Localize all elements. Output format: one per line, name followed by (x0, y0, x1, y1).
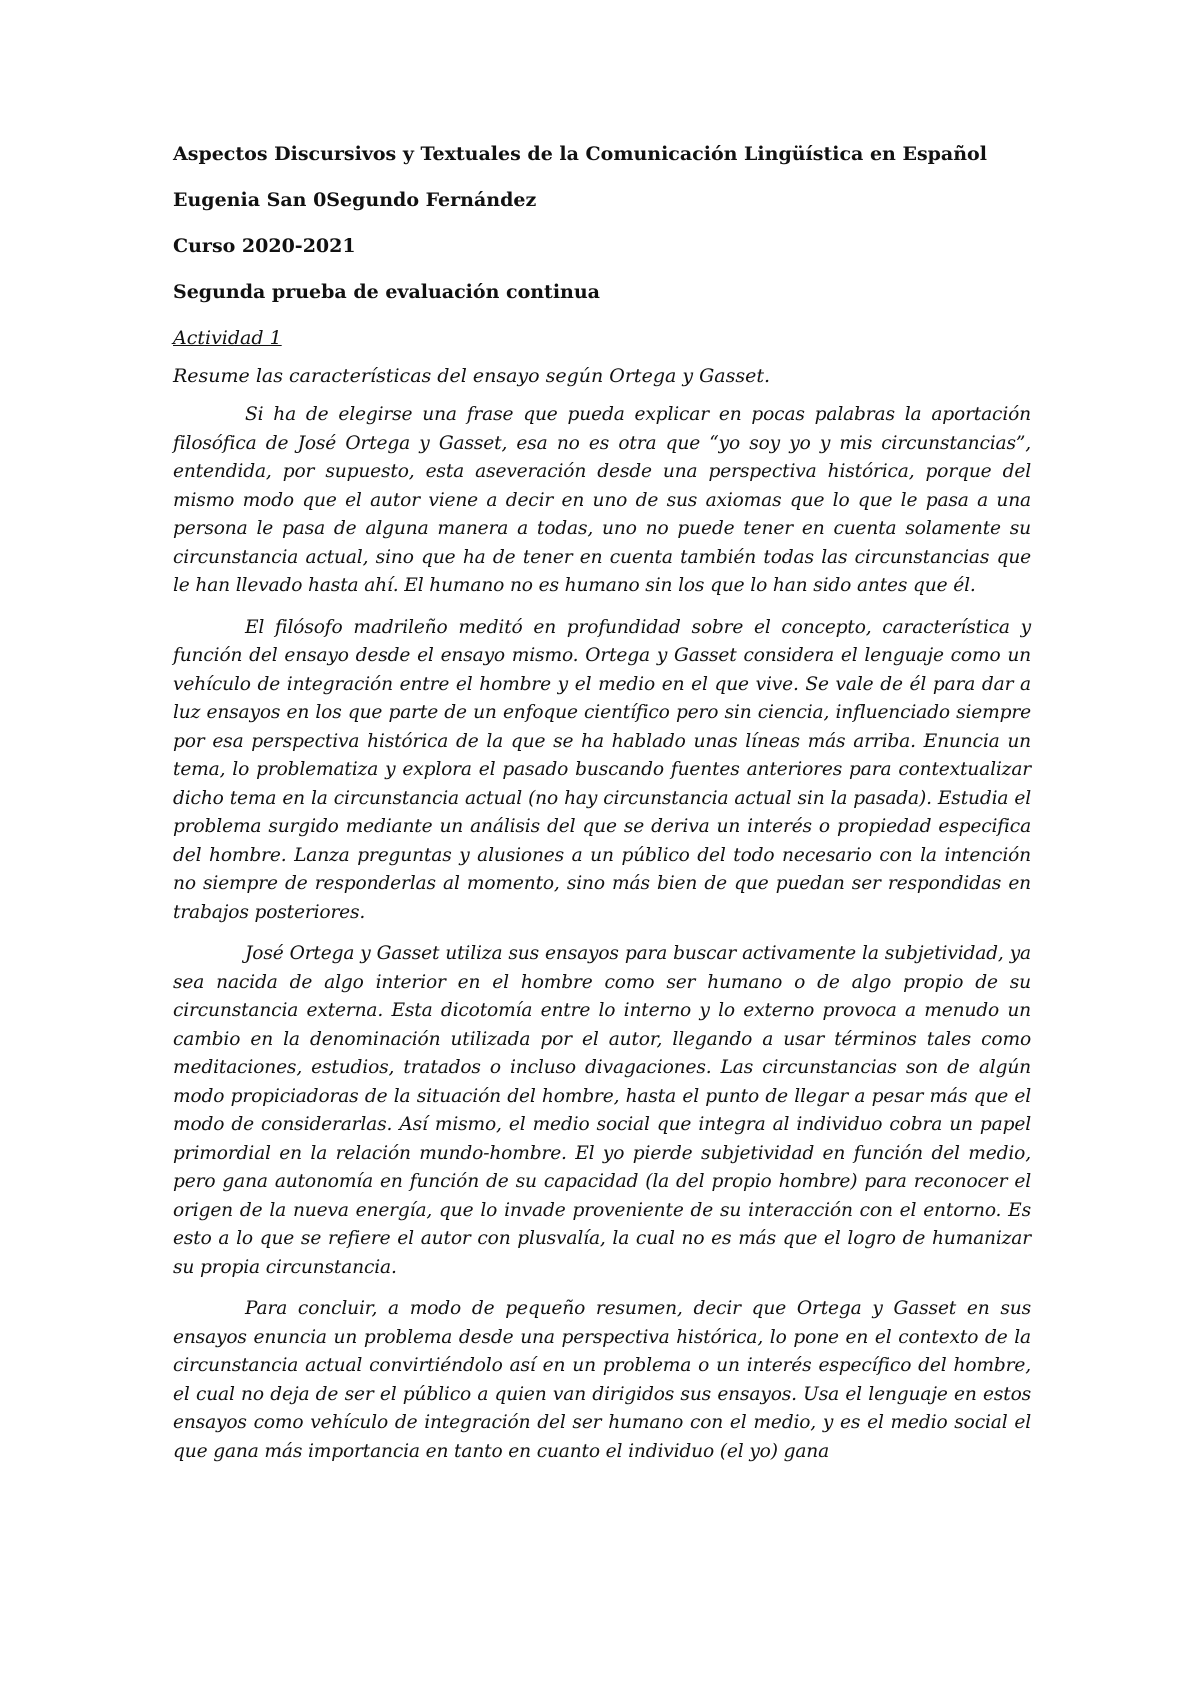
test-name: Segunda prueba de evaluación continua (173, 281, 600, 303)
activity-prompt: Resume las características del ensayo según Ortega y Gasset. (173, 365, 771, 387)
body-paragraph: José Ortega y Gasset utiliza sus ensayos para buscar activamente la subjetividad, ya sea nacida de algo interior en el hombre como ser humano o de algo propio de su circunstancia externa. Esta dicotomía entre lo interno y lo externo provoca a menudo un cambio en la denominación utilizada por el autor, llegando a usar términos tales como meditaciones, estudios, tratados o incluso divagaciones. Las circunstancias son de algún modo propiciadoras de la situación del hombre, hasta el punto de llegar a pesar más que el modo de considerarlas. Así mismo, el medio social que integra al individuo cobra un papel primordial en la relación mundo-hombre. El yo pierde subjetividad en función del medio, pero gana autonomía en función de su capacidad (la del propio hombre) para reconocer el origen de la nueva energía, que lo invade proveniente de su interacción con el entorno. Es esto a lo que se refiere el autor con plusvalía, la cual no es más que el logro de humanizar su propia circunstancia. (173, 943, 1031, 1278)
body-paragraph: El filósofo madrileño meditó en profundidad sobre el concepto, característica y función del ensayo desde el ensayo mismo. Ortega y Gasset considera el lenguaje como un vehículo de integración entre el hombre y el medio en el que vive. Se vale de él para dar a luz ensayos en los que parte de un enfoque científico pero sin ciencia, influenciado siempre por esa perspectiva histórica de la que se ha hablado unas líneas más arriba. Enuncia un tema, lo problematiza y explora el pasado buscando fuentes anteriores para contextualizar dicho tema en la circunstancia actual (no hay circunstancia actual sin la pasada). Estudia el problema surgido mediante un análisis del que se deriva un interés o propiedad especifica del hombre. Lanza preguntas y alusiones a un público del todo necesario con la intención no siempre de responderlas al momento, sino más bien de que puedan ser respondidas en trabajos posteriores. (173, 616, 1031, 923)
body-paragraph: Para concluir, a modo de pequeño resumen, decir que Ortega y Gasset en sus ensayos enuncia un problema desde una perspectiva histórica, lo pone en el contexto de la circunstancia actual convirtiéndolo así en un problema o un interés específico del hombre, el cual no deja de ser el público a quien van dirigidos sus ensayos. Usa el lenguaje en estos ensayos como vehículo de integración del ser humano con el medio, y es el medio social el que gana más importancia en tanto en cuanto el individuo (el yo) gana (173, 1298, 1031, 1462)
document-body (173, 142, 1031, 1466)
activity-label: Actividad 1 (173, 327, 282, 349)
course-year: Curso 2020-2021 (173, 235, 356, 257)
author-name: Eugenia San 0Segundo Fernández (173, 189, 537, 211)
body-paragraph: Si ha de elegirse una frase que pueda explicar en pocas palabras la aportación filosófica de José Ortega y Gasset, esa no es otra que “yo soy yo y mis circunstancias”, entendida, por supuesto, esta aseveración desde una perspectiva histórica, porque del mismo modo que el autor viene a decir en uno de sus axiomas que lo que le pasa a una persona le pasa de alguna manera a todas, uno no puede tener en cuenta solamente su circunstancia actual, sino que ha de tener en cuenta también todas las circunstancias que le han llevado hasta ahí. El humano no es humano sin los que lo han sido antes que él. (173, 404, 1031, 596)
course-title: Aspectos Discursivos y Textuales de la Comunicación Lingüística en Español (173, 143, 987, 165)
